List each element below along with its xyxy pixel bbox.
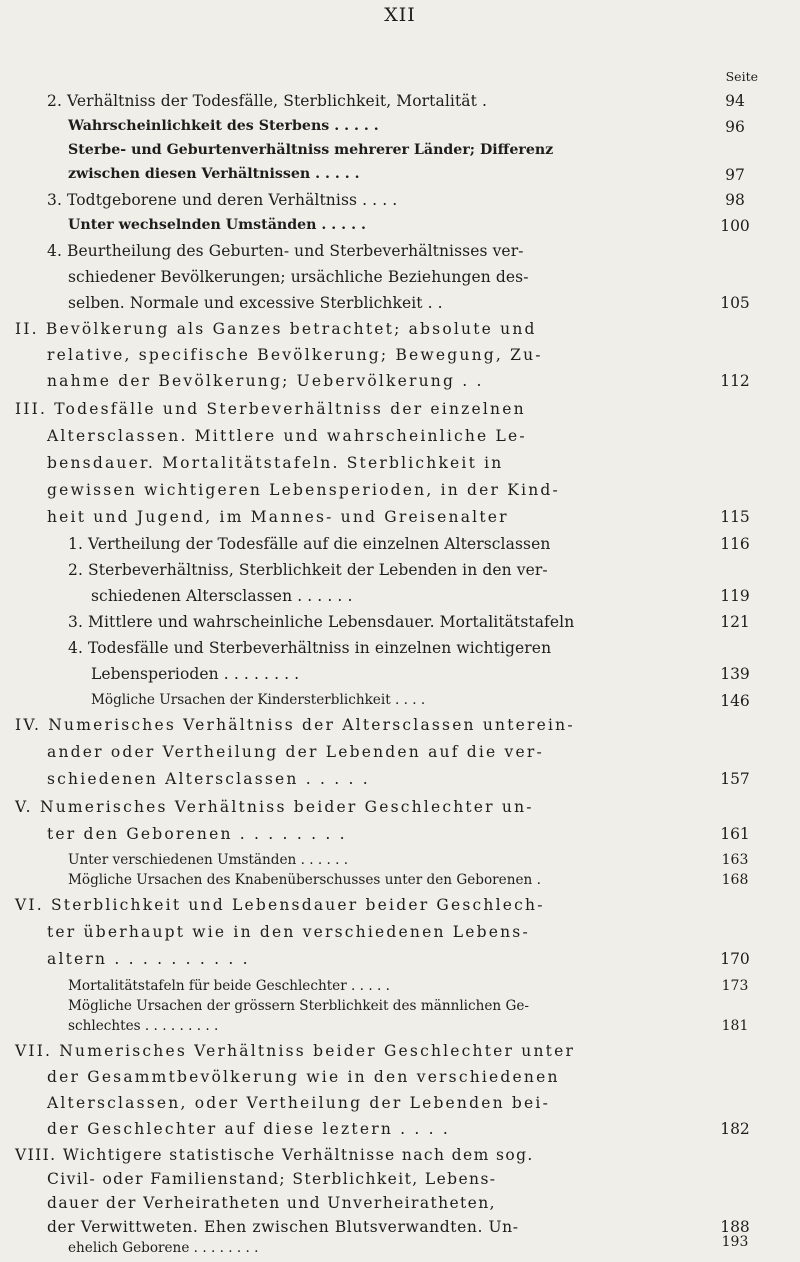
page-ref: 97 — [725, 166, 745, 184]
page-ref: 98 — [725, 191, 745, 209]
toc-line: Mögliche Ursachen der grössern Sterblichkeit des männlichen Ge- — [68, 998, 530, 1014]
page-ref: 100 — [720, 217, 750, 235]
toc-line: Mögliche Ursachen des Knabenüberschusses unter den Geborenen . — [68, 872, 541, 888]
page-ref: 116 — [720, 535, 750, 553]
toc-line: Mögliche Ursachen der Kindersterblichkeit . . . . — [91, 692, 426, 708]
toc-line: 4. Todesfälle und Sterbeverhältniss in einzelnen wichtigeren — [68, 639, 552, 657]
toc-line: Civil- oder Familienstand; Sterblichkeit, Lebens- — [47, 1170, 497, 1188]
page-ref: 139 — [720, 665, 750, 683]
toc-line: 3. Todtgeborene und deren Verhältniss . . . . — [47, 191, 398, 209]
page-ref: 121 — [720, 613, 750, 631]
page-ref: 105 — [720, 294, 750, 312]
toc-line: III. Todesfälle und Sterbeverhältniss der einzelnen — [15, 400, 526, 418]
page-ref: 157 — [720, 770, 750, 788]
toc-line: IV. Numerisches Verhältniss der Altersclassen unterein- — [15, 716, 575, 734]
page-ref: 193 — [721, 1234, 749, 1250]
toc-line: Mortalitätstafeln für beide Geschlechter . . . . . — [68, 978, 390, 994]
toc-line: altern . . . . . . . . . . — [47, 950, 250, 968]
toc-line: nahme der Bevölkerung; Uebervölkerung . . — [47, 372, 484, 390]
page-number: XII — [384, 4, 416, 26]
toc-line: II. Bevölkerung als Ganzes betrachtet; absolute und — [15, 320, 537, 338]
toc-line: schlechtes . . . . . . . . . — [68, 1018, 219, 1034]
page-ref: 163 — [721, 852, 749, 868]
page-ref: 112 — [720, 372, 750, 390]
page-ref: 170 — [720, 950, 750, 968]
toc-line: heit und Jugend, im Mannes- und Greisenalter — [47, 508, 509, 526]
page-ref: 173 — [721, 978, 749, 994]
toc-line: dauer der Verheiratheten und Unverheiratheten, — [47, 1194, 496, 1212]
page-ref: 119 — [720, 587, 750, 605]
toc-line: 2. Sterbeverhältniss, Sterblichkeit der Lebenden in den ver- — [68, 561, 548, 579]
toc-line: der Verwittweten. Ehen zwischen Blutsverwandten. Un- — [47, 1218, 519, 1236]
page-ref: 181 — [721, 1018, 749, 1034]
toc-line: Altersclassen, oder Vertheilung der Lebenden bei- — [47, 1094, 551, 1112]
toc-line: schiedener Bevölkerungen; ursächliche Beziehungen des- — [68, 268, 529, 286]
toc-line: ter den Geborenen . . . . . . . . — [47, 825, 347, 843]
toc-line: Wahrscheinlichkeit des Sterbens . . . . . — [68, 118, 379, 134]
toc-line: VI. Sterblichkeit und Lebensdauer beider Geschlech- — [15, 896, 545, 914]
toc-line: Unter verschiedenen Umständen . . . . . . — [68, 852, 349, 868]
toc-line: Unter wechselnden Umständen . . . . . — [68, 217, 366, 233]
toc-line: Lebensperioden . . . . . . . . — [91, 665, 300, 683]
toc-line: Sterbe- und Geburtenverhältniss mehrerer Länder; Differenz — [68, 142, 554, 158]
toc-line: ander oder Vertheilung der Lebenden auf die ver- — [47, 743, 544, 761]
page-ref: 188 — [720, 1218, 750, 1236]
toc-line: 1. Vertheilung der Todesfälle auf die einzelnen Altersclassen — [68, 535, 551, 553]
toc-line: relative, specifische Bevölkerung; Bewegung, Zu- — [47, 346, 543, 364]
page-ref: 182 — [720, 1120, 750, 1138]
toc-line: zwischen diesen Verhältnissen . . . . . — [68, 166, 360, 182]
toc-line: 3. Mittlere und wahrscheinliche Lebensdauer. Mortalitätstafeln — [68, 613, 575, 631]
page-ref: 94 — [725, 92, 745, 110]
page-ref: 161 — [720, 825, 750, 843]
toc-line: V. Numerisches Verhältniss beider Geschlechter un- — [15, 798, 534, 816]
toc-line: Altersclassen. Mittlere und wahrscheinliche Le- — [47, 427, 527, 445]
toc-line: VIII. Wichtigere statistische Verhältnisse nach dem sog. — [15, 1146, 534, 1164]
toc-line: schiedenen Altersclassen . . . . . . — [91, 587, 353, 605]
page-ref: 168 — [721, 872, 749, 888]
toc-line: selben. Normale und excessive Sterblichkeit . . — [68, 294, 443, 312]
toc-line: der Gesammtbevölkerung wie in den verschiedenen — [47, 1068, 560, 1086]
toc-line: der Geschlechter auf diese leztern . . . . — [47, 1120, 451, 1138]
page-ref: 146 — [720, 692, 750, 710]
toc-line: 2. Verhältniss der Todesfälle, Sterblichkeit, Mortalität . — [47, 92, 488, 110]
toc-line: ter überhaupt wie in den verschiedenen Lebens- — [47, 923, 530, 941]
toc-line: bensdauer. Mortalitätstafeln. Sterblichkeit in — [47, 454, 504, 472]
seite-column-label: Seite — [725, 69, 758, 84]
page-ref: 96 — [725, 118, 745, 136]
page-ref: 115 — [720, 508, 750, 526]
toc-line: ehelich Geborene . . . . . . . . — [68, 1240, 259, 1256]
toc-line: schiedenen Altersclassen . . . . . — [47, 770, 370, 788]
toc-line: VII. Numerisches Verhältniss beider Geschlechter unter — [15, 1042, 576, 1060]
toc-line: 4. Beurtheilung des Geburten- und Sterbeverhältnisses ver- — [47, 242, 524, 260]
toc-line: gewissen wichtigeren Lebensperioden, in der Kind- — [47, 481, 560, 499]
